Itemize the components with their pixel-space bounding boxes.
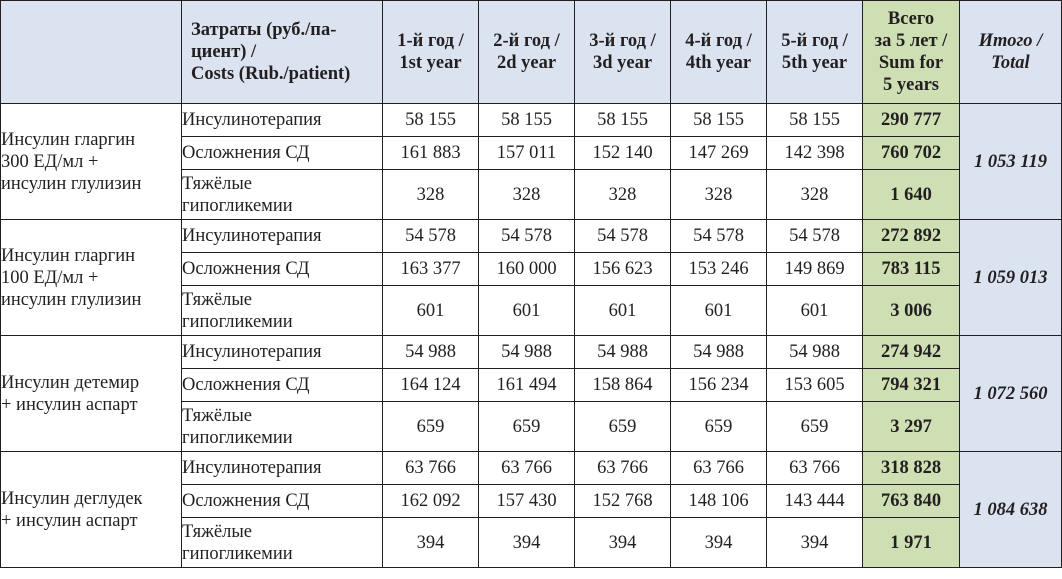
year-1-cost-text: 601: [416, 300, 445, 321]
sum-5-years-cell-text: 272 892: [880, 226, 942, 246]
cost-category: [182, 104, 383, 137]
year-1-cost: [383, 253, 479, 286]
year-1-cost-text: 54 988: [405, 342, 456, 362]
year-1-cost: [383, 286, 479, 336]
year-4-cost-text: 328: [704, 184, 733, 205]
year-2-cost: [479, 485, 575, 518]
regimen-total-text: 1 059 013: [973, 267, 1048, 288]
year-2-cost-text: 160 000: [496, 259, 557, 279]
regimen-label-text: Инсулин гларгин 100 ЕД/мл + инсулин глулизин: [1, 245, 142, 310]
year-5-cost-text: 54 578: [789, 226, 840, 246]
regimen-label-text: Инсулин детемир + инсулин аспарт: [1, 372, 140, 415]
year-3-cost: [575, 137, 671, 170]
year-2-cost-text: 394: [512, 532, 541, 553]
year-4-cost: [671, 518, 767, 568]
sum-5-years-cell: [863, 253, 960, 286]
year-4-cost-text: 601: [704, 300, 733, 321]
year-3-cost: [575, 336, 671, 369]
year-1-cost-text: 164 124: [400, 375, 461, 395]
cost-category-text: Тяжёлые гипогликемии: [182, 173, 293, 216]
year-4-cost: [671, 402, 767, 452]
year-2-cost-text: 601: [512, 300, 541, 321]
cost-category-text: Тяжёлые гипогликемии: [182, 289, 293, 332]
year-5-cost-text: 394: [800, 532, 829, 553]
year-4-cost-text: 153 246: [688, 259, 749, 279]
year-3-cost: [575, 518, 671, 568]
cost-category-text: Тяжёлые гипогликемии: [182, 405, 293, 448]
cost-category: [182, 220, 383, 253]
header-year-3: 3-й год / 3d year: [575, 1, 671, 104]
year-1-cost-text: 63 766: [405, 458, 456, 478]
year-2-cost-text: 63 766: [501, 458, 552, 478]
year-5-cost: [767, 336, 863, 369]
year-4-cost-text: 147 269: [688, 143, 749, 163]
cost-category: [182, 253, 383, 286]
sum-5-years-cell: [863, 402, 960, 452]
cost-category-text: Осложнения СД: [182, 259, 310, 279]
header-cost: Затраты (руб./па- циент) / Costs (Rub./patient): [182, 1, 383, 104]
sum-5-years-cell-text: 318 828: [880, 458, 942, 478]
regimen-total-text: 1 084 638: [973, 499, 1048, 520]
year-1-cost-text: 54 578: [405, 226, 456, 246]
year-3-cost-text: 601: [608, 300, 637, 321]
sum-5-years-cell-text: 760 702: [880, 143, 942, 163]
year-3-cost: [575, 402, 671, 452]
year-4-cost: [671, 336, 767, 369]
year-5-cost: [767, 253, 863, 286]
year-4-cost-text: 54 578: [693, 226, 744, 246]
year-4-cost-text: 63 766: [693, 458, 744, 478]
sum-5-years-cell-text: 794 321: [880, 375, 942, 395]
year-2-cost-text: 659: [512, 416, 541, 437]
cost-category-text: Осложнения СД: [182, 491, 310, 511]
year-2-cost: [479, 452, 575, 485]
regimen-total: [960, 104, 1062, 220]
cost-category-text: Инсулинотерапия: [182, 226, 322, 246]
year-4-cost-text: 54 988: [693, 342, 744, 362]
table-row: [1, 452, 1062, 485]
table-row: [1, 104, 1062, 137]
year-2-cost: [479, 286, 575, 336]
year-4-cost: [671, 104, 767, 137]
sum-5-years-cell-text: 274 942: [880, 342, 942, 362]
year-3-cost-text: 152 768: [592, 491, 653, 511]
year-2-cost-text: 157 011: [496, 143, 557, 163]
year-1-cost: [383, 452, 479, 485]
year-4-cost-text: 156 234: [688, 375, 749, 395]
year-5-cost: [767, 485, 863, 518]
sum-5-years-cell: [863, 170, 960, 220]
year-3-cost: [575, 170, 671, 220]
year-5-cost: [767, 220, 863, 253]
cost-category-text: Инсулинотерапия: [182, 458, 322, 478]
year-4-cost: [671, 253, 767, 286]
sum-5-years-cell-text: 763 840: [880, 491, 942, 511]
year-4-cost: [671, 485, 767, 518]
year-1-cost-text: 58 155: [405, 110, 456, 130]
year-5-cost-text: 143 444: [784, 491, 845, 511]
sum-5-years-cell-text: 1 971: [890, 532, 932, 553]
sum-5-years-cell: [863, 518, 960, 568]
cost-category: [182, 286, 383, 336]
sum-5-years-cell-text: 290 777: [880, 110, 942, 130]
year-3-cost: [575, 220, 671, 253]
year-2-cost: [479, 369, 575, 402]
year-5-cost-text: 142 398: [784, 143, 845, 163]
year-2-cost: [479, 137, 575, 170]
sum-5-years-cell: [863, 137, 960, 170]
header-year-5: 5-й год / 5th year: [767, 1, 863, 104]
year-1-cost: [383, 369, 479, 402]
table-row: [1, 220, 1062, 253]
year-4-cost-text: 394: [704, 532, 733, 553]
year-1-cost-text: 162 092: [400, 491, 461, 511]
sum-5-years-cell-text: 3 006: [890, 300, 932, 321]
cost-category-text: Осложнения СД: [182, 375, 310, 395]
regimen-label: [1, 104, 182, 220]
year-3-cost: [575, 369, 671, 402]
sum-5-years-cell: [863, 369, 960, 402]
header-sum-5-years: Всего за 5 лет / Sum for 5 years: [863, 1, 960, 104]
year-1-cost: [383, 485, 479, 518]
year-4-cost: [671, 137, 767, 170]
year-3-cost-text: 54 988: [597, 342, 648, 362]
regimen-label-text: Инсулин деглудек + инсулин аспарт: [1, 488, 143, 531]
sum-5-years-cell: [863, 220, 960, 253]
sum-5-years-cell-text: 783 115: [881, 259, 941, 279]
year-5-cost-text: 328: [800, 184, 829, 205]
year-4-cost: [671, 220, 767, 253]
cost-category: [182, 518, 383, 568]
year-4-cost: [671, 170, 767, 220]
year-5-cost: [767, 286, 863, 336]
year-5-cost-text: 58 155: [789, 110, 840, 130]
year-5-cost: [767, 402, 863, 452]
cost-category: [182, 485, 383, 518]
year-1-cost-text: 394: [416, 532, 445, 553]
year-1-cost-text: 161 883: [400, 143, 461, 163]
year-5-cost-text: 149 869: [784, 259, 845, 279]
year-4-cost-text: 148 106: [688, 491, 749, 511]
header-total: Итого / Total: [960, 1, 1062, 104]
year-2-cost: [479, 170, 575, 220]
year-5-cost-text: 659: [800, 416, 829, 437]
cost-category: [182, 369, 383, 402]
cost-category-text: Инсулинотерапия: [182, 342, 322, 362]
table-row: [1, 336, 1062, 369]
year-1-cost: [383, 220, 479, 253]
sum-5-years-cell-text: 3 297: [890, 416, 932, 437]
regimen-total: [960, 220, 1062, 336]
year-3-cost-text: 152 140: [592, 143, 653, 163]
header-group: [1, 1, 182, 104]
year-2-cost-text: 161 494: [496, 375, 557, 395]
year-3-cost: [575, 485, 671, 518]
sum-5-years-cell: [863, 286, 960, 336]
year-2-cost: [479, 518, 575, 568]
year-2-cost-text: 54 988: [501, 342, 552, 362]
regimen-label: [1, 452, 182, 568]
year-4-cost-text: 659: [704, 416, 733, 437]
year-5-cost: [767, 104, 863, 137]
year-3-cost: [575, 253, 671, 286]
year-3-cost-text: 63 766: [597, 458, 648, 478]
year-1-cost: [383, 336, 479, 369]
year-3-cost: [575, 286, 671, 336]
cost-category: [182, 452, 383, 485]
cost-category: [182, 402, 383, 452]
year-2-cost: [479, 220, 575, 253]
year-2-cost-text: 157 430: [496, 491, 557, 511]
cost-category: [182, 336, 383, 369]
year-1-cost-text: 328: [416, 184, 445, 205]
year-2-cost: [479, 104, 575, 137]
year-1-cost: [383, 402, 479, 452]
year-2-cost: [479, 402, 575, 452]
year-3-cost: [575, 104, 671, 137]
cost-category-text: Тяжёлые гипогликемии: [182, 521, 293, 564]
regimen-total: [960, 336, 1062, 452]
year-1-cost: [383, 518, 479, 568]
sum-5-years-cell: [863, 336, 960, 369]
regimen-label-text: Инсулин гларгин 300 ЕД/мл + инсулин глулизин: [1, 129, 142, 194]
year-1-cost-text: 163 377: [400, 259, 461, 279]
regimen-label: [1, 220, 182, 336]
year-2-cost: [479, 336, 575, 369]
sum-5-years-cell: [863, 485, 960, 518]
regimen-total: [960, 452, 1062, 568]
year-1-cost-text: 659: [416, 416, 445, 437]
sum-5-years-cell: [863, 104, 960, 137]
year-5-cost: [767, 170, 863, 220]
year-5-cost-text: 153 605: [784, 375, 845, 395]
year-4-cost: [671, 369, 767, 402]
cost-category-text: Инсулинотерапия: [182, 110, 322, 130]
year-5-cost-text: 601: [800, 300, 829, 321]
year-3-cost-text: 328: [608, 184, 637, 205]
year-3-cost: [575, 452, 671, 485]
header-row: [1, 1, 1062, 104]
year-1-cost: [383, 137, 479, 170]
year-1-cost: [383, 104, 479, 137]
year-5-cost: [767, 369, 863, 402]
cost-category: [182, 137, 383, 170]
cost-category-text: Осложнения СД: [182, 143, 310, 163]
year-5-cost-text: 54 988: [789, 342, 840, 362]
year-5-cost: [767, 518, 863, 568]
sum-5-years-cell-text: 1 640: [890, 184, 932, 205]
year-2-cost-text: 54 578: [501, 226, 552, 246]
year-5-cost-text: 63 766: [789, 458, 840, 478]
cost-category: [182, 170, 383, 220]
year-4-cost: [671, 286, 767, 336]
year-4-cost-text: 58 155: [693, 110, 744, 130]
year-3-cost-text: 58 155: [597, 110, 648, 130]
sum-5-years-cell: [863, 452, 960, 485]
year-2-cost-text: 58 155: [501, 110, 552, 130]
year-1-cost: [383, 170, 479, 220]
year-3-cost-text: 394: [608, 532, 637, 553]
regimen-total-text: 1 053 119: [974, 151, 1047, 172]
year-2-cost: [479, 253, 575, 286]
header-year-4: 4-й год / 4th year: [671, 1, 767, 104]
year-3-cost-text: 158 864: [592, 375, 653, 395]
year-3-cost-text: 659: [608, 416, 637, 437]
year-3-cost-text: 156 623: [592, 259, 653, 279]
year-4-cost: [671, 452, 767, 485]
regimen-total-text: 1 072 560: [973, 383, 1048, 404]
regimen-label: [1, 336, 182, 452]
year-3-cost-text: 54 578: [597, 226, 648, 246]
year-5-cost: [767, 137, 863, 170]
header-year-1: 1-й год / 1st year: [383, 1, 479, 104]
header-year-2: 2-й год / 2d year: [479, 1, 575, 104]
year-2-cost-text: 328: [512, 184, 541, 205]
year-5-cost: [767, 452, 863, 485]
